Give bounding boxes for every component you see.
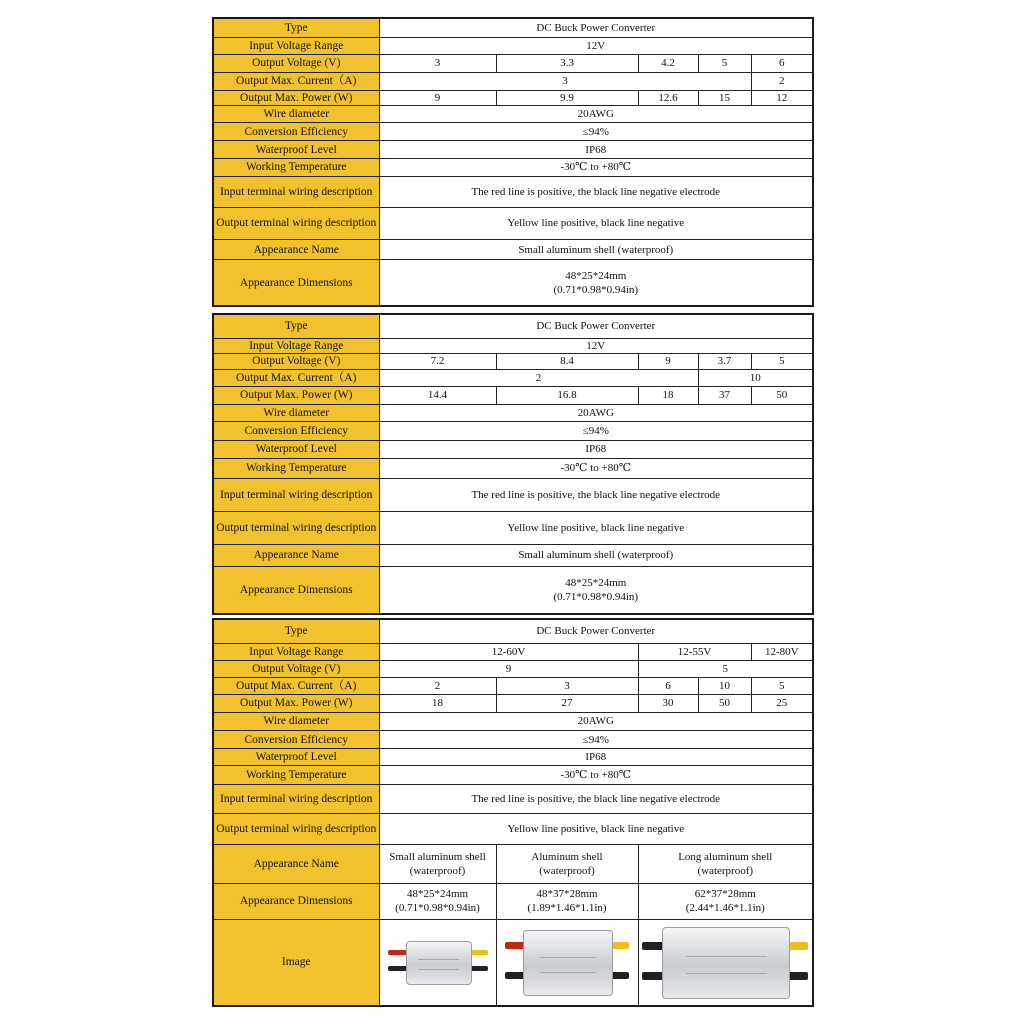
shell-sub: (waterproof)	[409, 864, 466, 877]
appearance-name-cell	[496, 844, 638, 883]
appearance-name-label: Appearance Name	[213, 544, 379, 566]
image-cell	[496, 919, 638, 1006]
output-voltage-label: Output Voltage (V)	[213, 660, 379, 677]
dims-mm: 62*37*28mm	[694, 888, 756, 901]
output-voltage-cell: 3.7	[698, 353, 751, 369]
efficiency-value: ≤94%	[379, 731, 813, 749]
waterproof-value: IP68	[379, 749, 813, 766]
output-power-cell: 15	[698, 90, 751, 105]
dims-in: (0.71*0.98*0.94in)	[395, 902, 480, 915]
output-current-cell: 3	[379, 72, 751, 90]
output-power-label: Output Max. Power (W)	[213, 90, 379, 105]
input-range-cell: 12-55V	[638, 643, 751, 660]
output-power-cell: 18	[638, 386, 698, 404]
output-voltage-cell: 4.2	[638, 54, 698, 72]
output-voltage-cell: 5	[751, 353, 813, 369]
image-cell	[638, 919, 813, 1006]
output-voltage-cell: 8.4	[496, 353, 638, 369]
input-range-cell: 12-80V	[751, 643, 813, 660]
type-label: Type	[213, 18, 379, 37]
output-power-cell: 16.8	[496, 386, 638, 404]
output-wiring-value: Yellow line positive, black line negative	[379, 814, 813, 844]
output-power-cell: 37	[698, 386, 751, 404]
output-voltage-cell: 7.2	[379, 353, 496, 369]
temp-value: -30℃ to +80℃	[379, 159, 813, 176]
spec-table-12v-low	[212, 17, 814, 307]
output-current-cell: 3	[496, 677, 638, 694]
waterproof-value: IP68	[379, 440, 813, 458]
temp-value: -30℃ to +80℃	[379, 458, 813, 478]
output-current-label: Output Max. Current（A)	[213, 369, 379, 386]
dims-in: (0.71*0.98*0.94in)	[553, 590, 639, 603]
efficiency-label: Conversion Efficiency	[213, 123, 379, 141]
appearance-dims-cell	[638, 883, 813, 919]
appearance-dims-cell	[496, 883, 638, 919]
wire-label: Wire diameter	[213, 712, 379, 730]
image-label: Image	[213, 919, 379, 1006]
input-wiring-value: The red line is positive, the black line negative electrode	[379, 785, 813, 814]
efficiency-value: ≤94%	[379, 123, 813, 141]
output-current-cell: 10	[698, 677, 751, 694]
output-power-cell: 14.4	[379, 386, 496, 404]
efficiency-label: Conversion Efficiency	[213, 731, 379, 749]
output-power-label: Output Max. Power (W)	[213, 694, 379, 712]
appearance-name-cell	[638, 844, 813, 883]
output-current-cell: 2	[379, 369, 698, 386]
output-voltage-cell: 5	[698, 54, 751, 72]
input-range-label: Input Voltage Range	[213, 338, 379, 353]
appearance-dims-label: Appearance Dimensions	[213, 566, 379, 614]
input-range-label: Input Voltage Range	[213, 643, 379, 660]
shell-sub: (waterproof)	[539, 864, 595, 877]
output-voltage-cell: 3.3	[496, 54, 638, 72]
input-range-label: Input Voltage Range	[213, 37, 379, 54]
output-current-label: Output Max. Current（A)	[213, 72, 379, 90]
input-wiring-label: Input terminal wiring description	[213, 176, 379, 207]
appearance-dims-label: Appearance Dimensions	[213, 260, 379, 306]
output-wiring-label: Output terminal wiring description	[213, 814, 379, 844]
appearance-dims-cell	[379, 883, 496, 919]
output-current-cell: 5	[751, 677, 813, 694]
dims-mm: 48*25*24mm	[406, 888, 469, 901]
input-range-value: 12V	[379, 37, 813, 54]
output-power-cell: 30	[638, 694, 698, 712]
type-value: DC Buck Power Converter	[379, 18, 813, 37]
output-power-cell: 50	[698, 694, 751, 712]
output-current-cell: 6	[638, 677, 698, 694]
output-power-cell: 12.6	[638, 90, 698, 105]
output-wiring-value: Yellow line positive, black line negative	[379, 511, 813, 544]
shell-sub: (waterproof)	[697, 864, 754, 877]
input-wiring-value: The red line is positive, the black line negative electrode	[379, 478, 813, 511]
wire-label: Wire diameter	[213, 106, 379, 123]
small-converter-image	[388, 937, 488, 987]
type-label: Type	[213, 619, 379, 643]
output-current-cell: 2	[751, 72, 813, 90]
input-range-value: 12V	[379, 338, 813, 353]
appearance-dims-value	[379, 566, 813, 614]
temp-value: -30℃ to +80℃	[379, 766, 813, 785]
output-power-label: Output Max. Power (W)	[213, 386, 379, 404]
waterproof-label: Waterproof Level	[213, 141, 379, 159]
output-voltage-cell: 3	[379, 54, 496, 72]
appearance-name-value: Small aluminum shell (waterproof)	[379, 544, 813, 566]
output-current-cell: 2	[379, 677, 496, 694]
dims-mm: 48*25*24mm	[565, 269, 627, 282]
output-voltage-label: Output Voltage (V)	[213, 353, 379, 369]
long-converter-image	[642, 924, 808, 1000]
waterproof-value: IP68	[379, 141, 813, 159]
output-current-label: Output Max. Current（A)	[213, 677, 379, 694]
temp-label: Working Temperature	[213, 766, 379, 785]
input-wiring-label: Input terminal wiring description	[213, 785, 379, 814]
dims-in: (1.89*1.46*1.1in)	[527, 902, 607, 915]
temp-label: Working Temperature	[213, 159, 379, 176]
input-range-cell: 12-60V	[379, 643, 638, 660]
type-value: DC Buck Power Converter	[379, 314, 813, 338]
appearance-dims-label: Appearance Dimensions	[213, 883, 379, 919]
temp-label: Working Temperature	[213, 458, 379, 478]
appearance-name-label: Appearance Name	[213, 239, 379, 259]
spec-table-wide-input	[212, 618, 814, 1007]
output-voltage-cell: 6	[751, 54, 813, 72]
output-voltage-label: Output Voltage (V)	[213, 54, 379, 72]
output-power-cell: 50	[751, 386, 813, 404]
efficiency-value: ≤94%	[379, 421, 813, 440]
wire-value: 20AWG	[379, 712, 813, 730]
shell-name: Long aluminum shell	[678, 850, 773, 863]
input-wiring-value: The red line is positive, the black line negative electrode	[379, 176, 813, 207]
output-power-cell: 12	[751, 90, 813, 105]
waterproof-label: Waterproof Level	[213, 749, 379, 766]
output-power-cell: 9.9	[496, 90, 638, 105]
spec-table-12v-high	[212, 313, 814, 615]
dims-mm: 48*25*24mm	[565, 576, 627, 589]
output-wiring-label: Output terminal wiring description	[213, 511, 379, 544]
type-label: Type	[213, 314, 379, 338]
waterproof-label: Waterproof Level	[213, 440, 379, 458]
output-voltage-cell: 9	[379, 660, 638, 677]
output-voltage-cell: 9	[638, 353, 698, 369]
shell-name: Aluminum shell	[531, 850, 603, 863]
dims-in: (0.71*0.98*0.94in)	[553, 283, 639, 296]
image-cell	[379, 919, 496, 1006]
output-power-cell: 25	[751, 694, 813, 712]
output-wiring-value: Yellow line positive, black line negative	[379, 207, 813, 239]
wire-value: 20AWG	[379, 404, 813, 421]
dims-in: (2.44*1.46*1.1in)	[685, 902, 765, 915]
dims-mm: 48*37*28mm	[536, 888, 598, 901]
shell-name: Small aluminum shell	[389, 850, 486, 863]
appearance-name-value: Small aluminum shell (waterproof)	[379, 239, 813, 259]
wire-value: 20AWG	[379, 106, 813, 123]
output-wiring-label: Output terminal wiring description	[213, 207, 379, 239]
wire-label: Wire diameter	[213, 404, 379, 421]
efficiency-label: Conversion Efficiency	[213, 421, 379, 440]
medium-converter-image	[505, 926, 629, 998]
input-wiring-label: Input terminal wiring description	[213, 478, 379, 511]
appearance-dims-value	[379, 260, 813, 306]
output-power-cell: 27	[496, 694, 638, 712]
output-power-cell: 18	[379, 694, 496, 712]
appearance-name-cell	[379, 844, 496, 883]
output-current-cell: 10	[698, 369, 813, 386]
output-power-cell: 9	[379, 90, 496, 105]
type-value: DC Buck Power Converter	[379, 619, 813, 643]
output-voltage-cell: 5	[638, 660, 813, 677]
appearance-name-label: Appearance Name	[213, 844, 379, 883]
